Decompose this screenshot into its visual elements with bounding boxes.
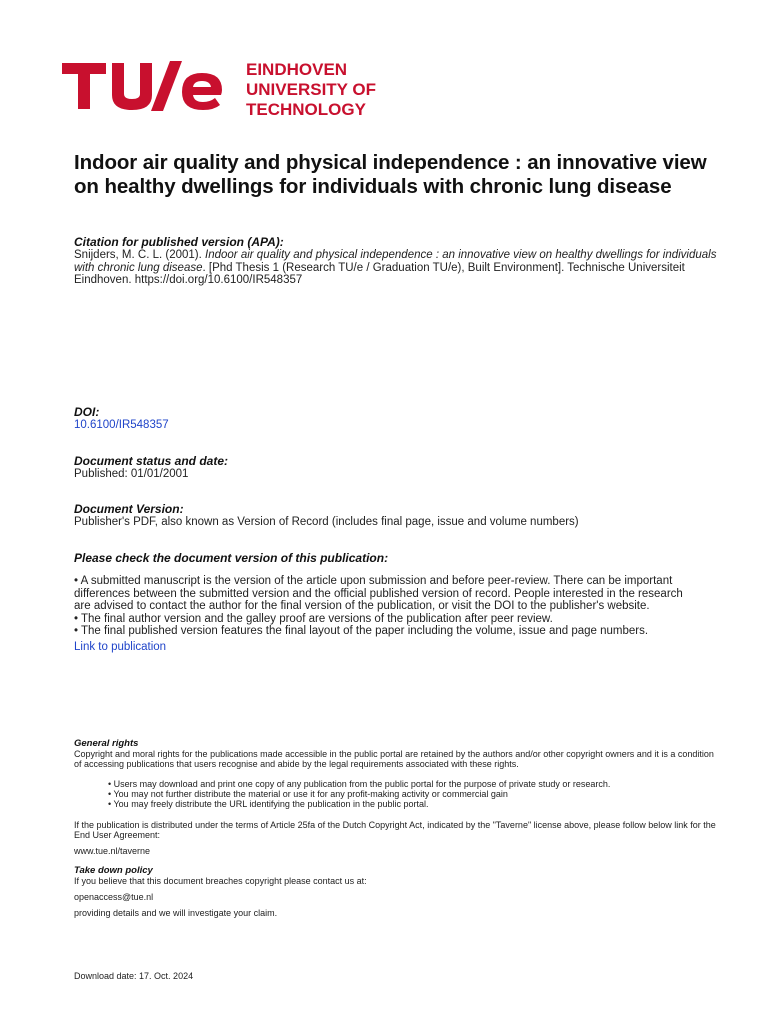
version-value: Publisher's PDF, also known as Version of Record (includes final page, issue and volume numbers): [74, 516, 579, 528]
rights-bullet: • You may freely distribute the URL identifying the publication in the public portal.: [108, 800, 719, 810]
status-label: Document status and date:: [74, 454, 229, 468]
rights-bullet: • You may not further distribute the material or use it for any profit-making activity or commercial gain: [108, 790, 719, 800]
citation-authors: Snijders, M. C. L. (2001).: [74, 249, 206, 261]
tue-logo: [62, 58, 377, 119]
tue-logo-mark: [62, 58, 242, 112]
rights-section: [74, 738, 719, 856]
rights-bullet: • Users may download and print one copy of any publication from the public portal for the purpose of private study or research.: [108, 780, 719, 790]
rights-bullets: [74, 780, 719, 809]
doi-link[interactable]: 10.6100/IR548357: [74, 419, 169, 431]
link-to-publication[interactable]: Link to publication: [74, 640, 167, 653]
document-title: Indoor air quality and physical independence : an innovative view on healthy dwellings for individuals with chronic lung disease: [74, 151, 707, 198]
check-item: • The final author version and the galley proof are versions of the publication after peer review.: [74, 612, 553, 625]
status-section: [74, 454, 714, 481]
logo-wordmark: [246, 60, 376, 120]
takedown-text: If you believe that this document breaches copyright please contact us at:: [74, 876, 367, 886]
rights-text: Copyright and moral rights for the publications made accessible in the public portal are retained by the authors and/or other copyright owners and it is a condition of accessing publications that users recognise and abide by the legal requirements associated with these rights.: [74, 749, 714, 769]
check-label: Please check the document version of this publication:: [74, 551, 389, 565]
check-item: • The final published version features the final layout of the paper including the volume, issue and page numbers.: [74, 625, 649, 637]
doi-label: DOI:: [74, 405, 100, 419]
version-section: [74, 502, 714, 529]
logo-line-1: EINDHOVEN: [246, 60, 348, 79]
takedown-section: [74, 865, 714, 918]
version-label: Document Version:: [74, 502, 184, 516]
takedown-closing: providing details and we will investigate your claim.: [74, 908, 278, 918]
citation-section: [74, 235, 724, 287]
download-date: Download date: 17. Oct. 2024: [74, 971, 194, 981]
logo-line-2: UNIVERSITY OF: [246, 80, 377, 99]
citation-work-title: Indoor air quality and physical independence : an innovative view on healthy dwellings for individuals with chronic lung disease: [74, 249, 717, 274]
rights-label: General rights: [74, 738, 139, 749]
taverne-text: If the publication is distributed under the terms of Article 25fa of the Dutch Copyright Act, indicated by the "Taverne" license above, please follow below link for the End User Agreement:: [74, 820, 716, 841]
citation-text: [74, 249, 724, 287]
doi-section: [74, 405, 714, 432]
logo-line-3: TECHNOLOGY: [246, 100, 366, 119]
citation-rest: . [Phd Thesis 1 (Research TU/e / Graduation TU/e), Built Environment]. Technische Universiteit Eindhoven. https://doi.org/10.6100/IR548357: [74, 261, 685, 286]
takedown-email-link[interactable]: openaccess@tue.nl: [74, 892, 154, 902]
takedown-label: Take down policy: [74, 865, 153, 876]
check-item: • A submitted manuscript is the version of the article upon submission and before peer-review. There can be important differences between the submitted version and the official published version of record. People interested in the research are advised to contact the author for the final version of the publication, or visit the DOI to the publisher's website.: [74, 575, 683, 612]
taverne-link[interactable]: www.tue.nl/taverne: [74, 846, 151, 857]
check-section: [74, 551, 699, 653]
citation-label: Citation for published version (APA):: [74, 235, 284, 249]
status-value: Published: 01/01/2001: [74, 468, 189, 480]
